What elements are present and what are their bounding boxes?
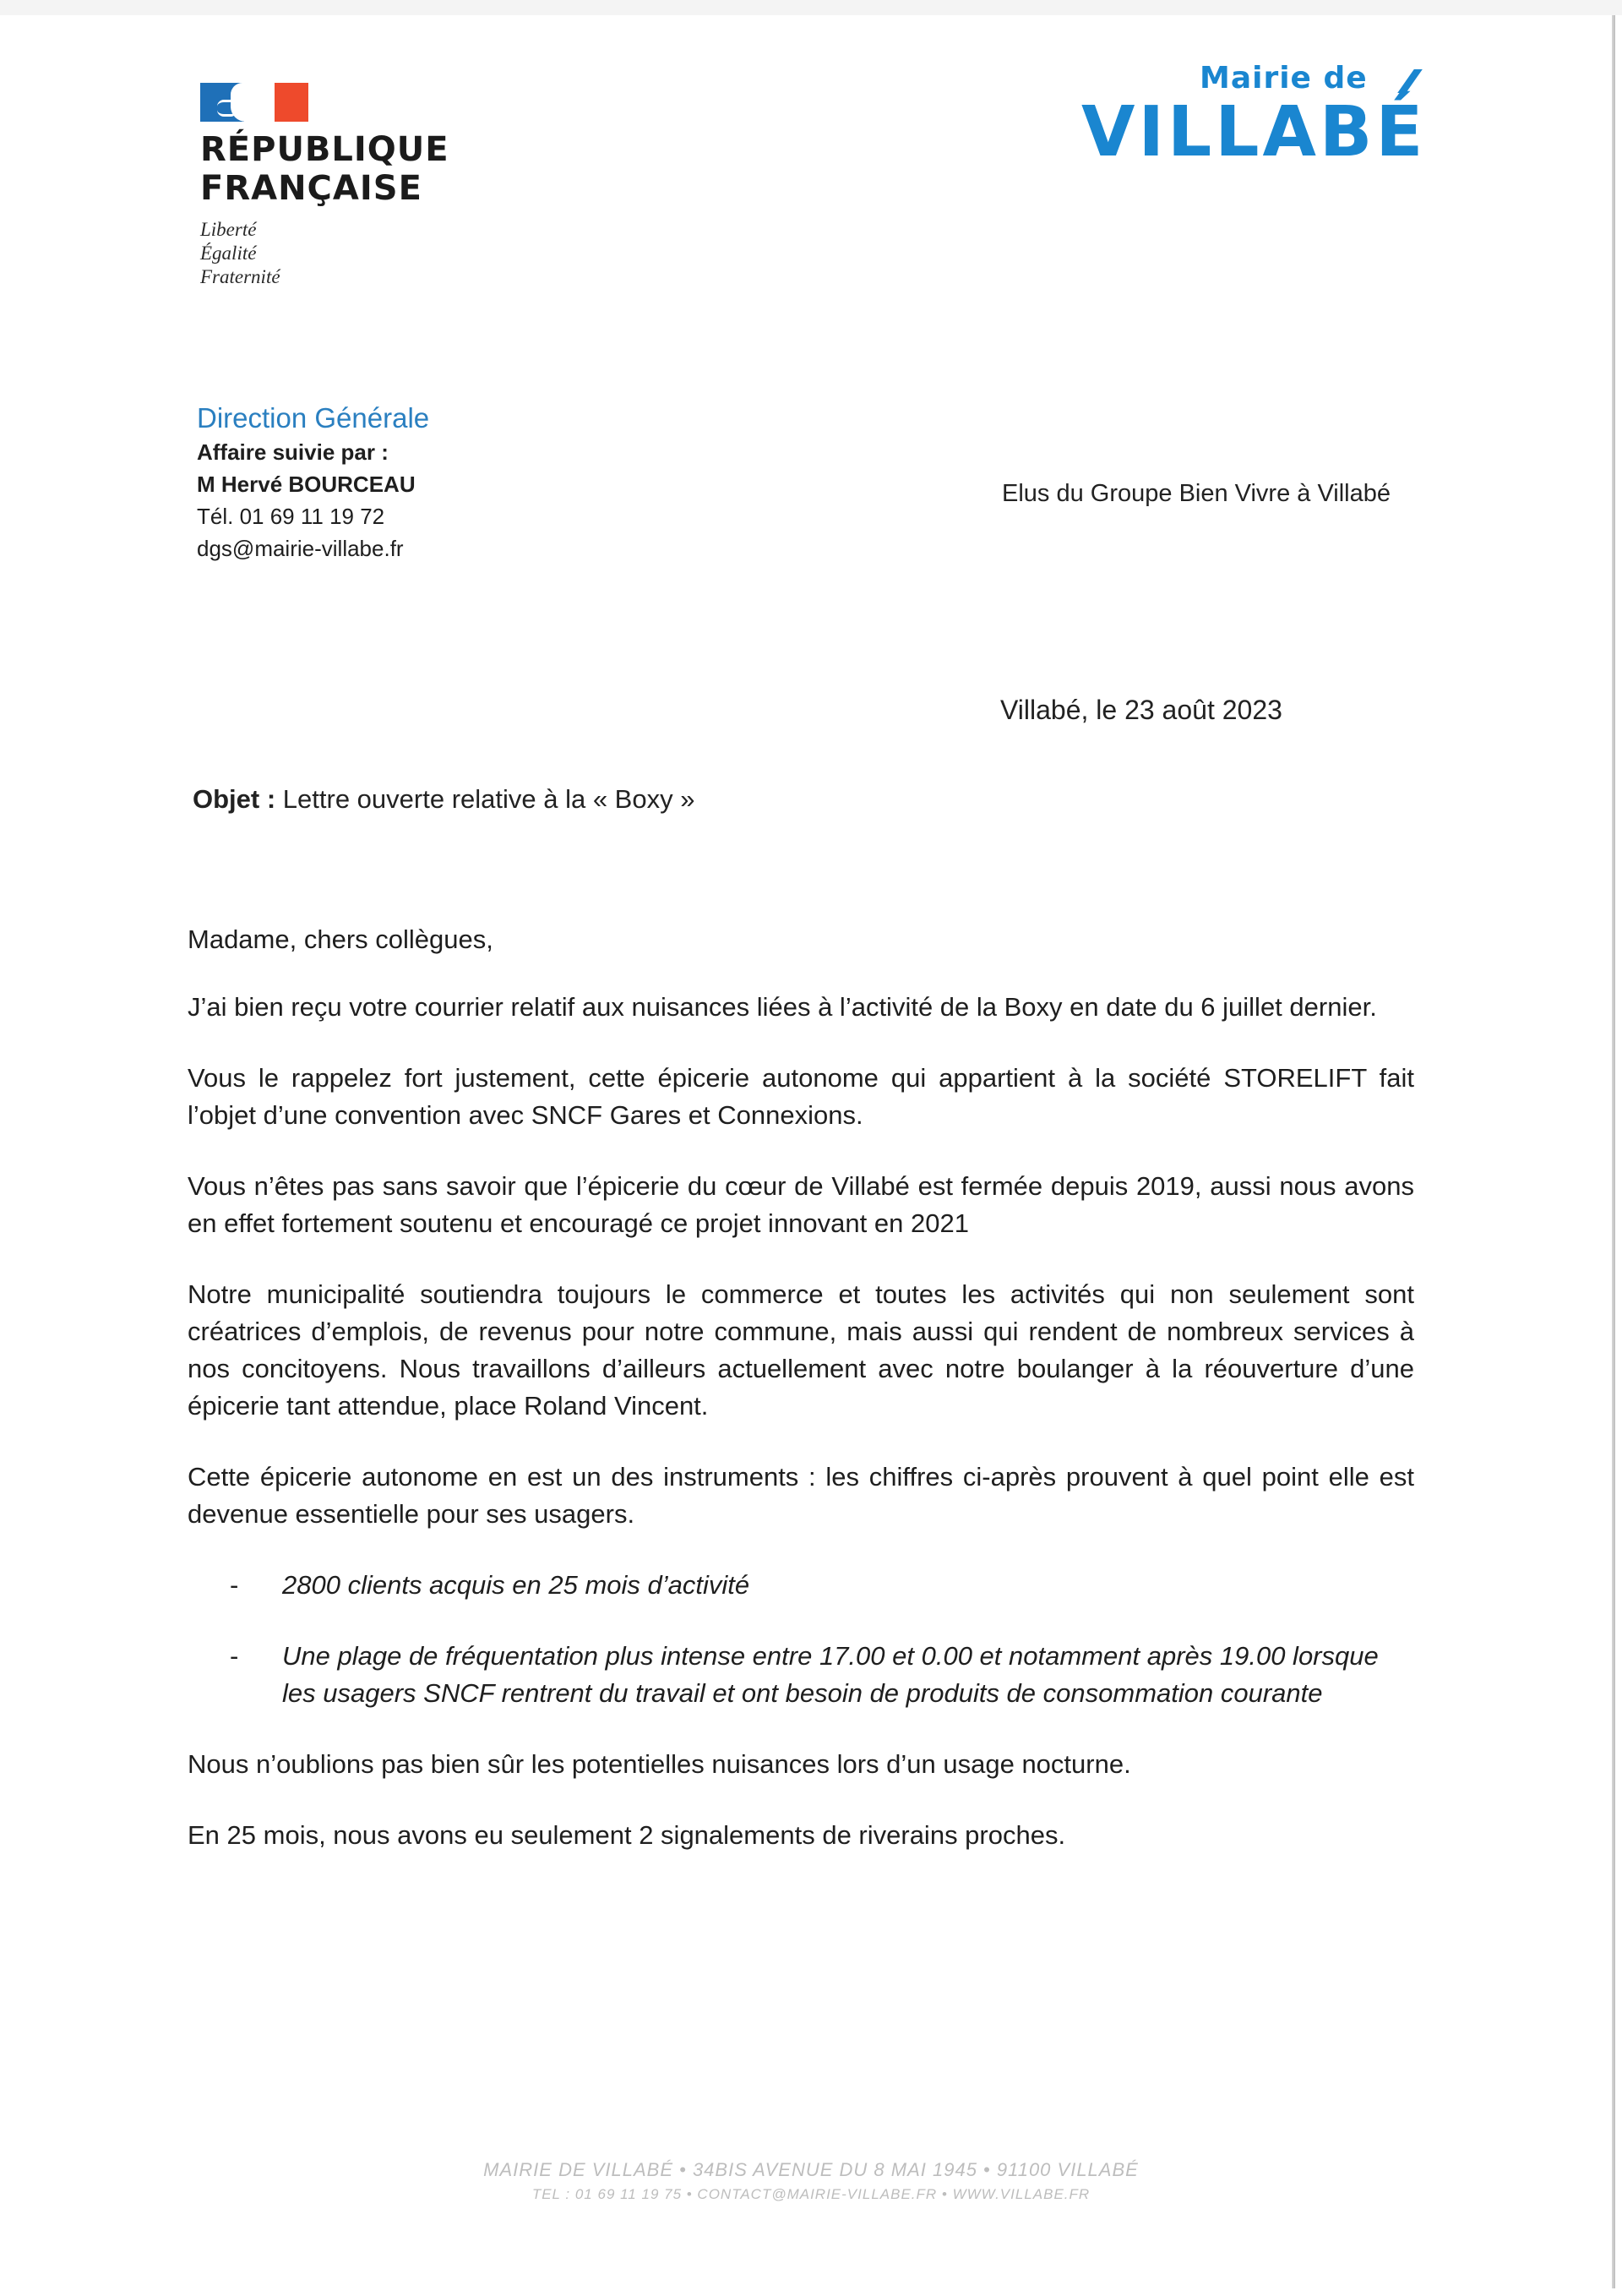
paragraph: J’ai bien reçu votre courrier relatif aux nuisances liées à l’activité de la Boxy en date du 6 juillet dernier. <box>188 992 1377 1022</box>
motto-egalite: Égalité <box>200 243 257 264</box>
letter-subject <box>193 784 694 815</box>
logo-mairie-de: Mairie de <box>1200 61 1368 95</box>
list-item-text: 2800 clients acquis en 25 mois d’activité <box>282 1570 750 1600</box>
scan-page-edge <box>1612 15 1615 2288</box>
statistics-list <box>188 1567 1414 1712</box>
sender-followed-by-label: Affaire suivie par : <box>197 439 389 465</box>
list-item-text: Une plage de fréquentation plus intense entre 17.00 et 0.00 et notamment après 19.00 lorsque les usagers SNCF rentrent du travail et ont besoin de produits de consommation courante <box>282 1641 1379 1708</box>
logo-accent-icon <box>1397 69 1423 93</box>
paragraph: Vous n’êtes pas sans savoir que l’épicerie du cœur de Villabé est fermée depuis 2019, aussi nous avons en effet fortement soutenu et encouragé ce projet innovant en 2021 <box>188 1171 1414 1238</box>
scan-top-edge <box>0 0 1622 15</box>
bullet-dash-icon: - <box>230 1570 239 1600</box>
paragraph: En 25 mois, nous avons eu seulement 2 signalements de riverains proches. <box>188 1820 1066 1850</box>
subject-label: Objet : <box>193 784 276 814</box>
marianne-flag-icon <box>200 83 308 122</box>
sender-phone: Tél. 01 69 11 19 72 <box>197 504 385 529</box>
recipient: Elus du Groupe Bien Vivre à Villabé <box>1002 480 1391 507</box>
motto-liberte: Liberté <box>200 219 257 240</box>
subject-text: Lettre ouverte relative à la « Boxy » <box>282 784 695 814</box>
sender-name: M Hervé BOURCEAU <box>197 472 416 497</box>
motto-fraternite: Fraternité <box>200 266 280 287</box>
logo-villabe-name: VILLABÉ <box>1081 92 1427 172</box>
bullet-dash-icon: - <box>230 1641 239 1671</box>
footer-address: MAIRIE DE VILLABÉ • 34BIS AVENUE DU 8 MAI 1945 • 91100 VILLABÉ <box>483 2159 1139 2180</box>
paragraph: Nous n’oublions pas bien sûr les potentielles nuisances lors d’un usage nocturne. <box>188 1749 1131 1779</box>
sender-block <box>197 401 429 564</box>
paragraph: Cette épicerie autonome en est un des instruments : les chiffres ci-après prouvent à quel point elle est devenue essentielle pour ses usagers. <box>188 1462 1414 1529</box>
list-item <box>188 1638 1414 1712</box>
salutation: Madame, chers collègues, <box>188 924 493 954</box>
letter-body <box>188 921 1414 1888</box>
republique-motto <box>200 218 449 289</box>
footer-contact: TEL : 01 69 11 19 75 • CONTACT@MAIRIE-VILLABE.FR • WWW.VILLABE.FR <box>531 2186 1091 2202</box>
republique-title-line1: RÉPUBLIQUE <box>200 130 449 169</box>
mairie-villabe-logo <box>1081 61 1427 179</box>
sender-email: dgs@mairie-villabe.fr <box>197 536 404 561</box>
letterhead-footer <box>0 2159 1622 2203</box>
paragraph: Vous le rappelez fort justement, cette épicerie autonome qui appartient à la société STORELIFT fait l’objet d’une convention avec SNCF Gares et Connexions. <box>188 1063 1414 1130</box>
sender-department: Direction Générale <box>197 402 430 434</box>
republique-title-line2: FRANÇAISE <box>200 169 422 208</box>
letter-date: Villabé, le 23 août 2023 <box>1000 695 1282 725</box>
paragraph: Notre municipalité soutiendra toujours le commerce et toutes les activités qui non seulement sont créatrices d’emplois, de revenus pour notre commune, mais aussi qui rendent de nombreux services à nos concitoyens. Nous travaillons d’ailleurs actuellement avec notre boulanger à la réouverture d’une épicerie tant attendue, place Roland Vincent. <box>188 1279 1414 1421</box>
republique-francaise-logo <box>200 83 449 289</box>
list-item <box>188 1567 1414 1604</box>
